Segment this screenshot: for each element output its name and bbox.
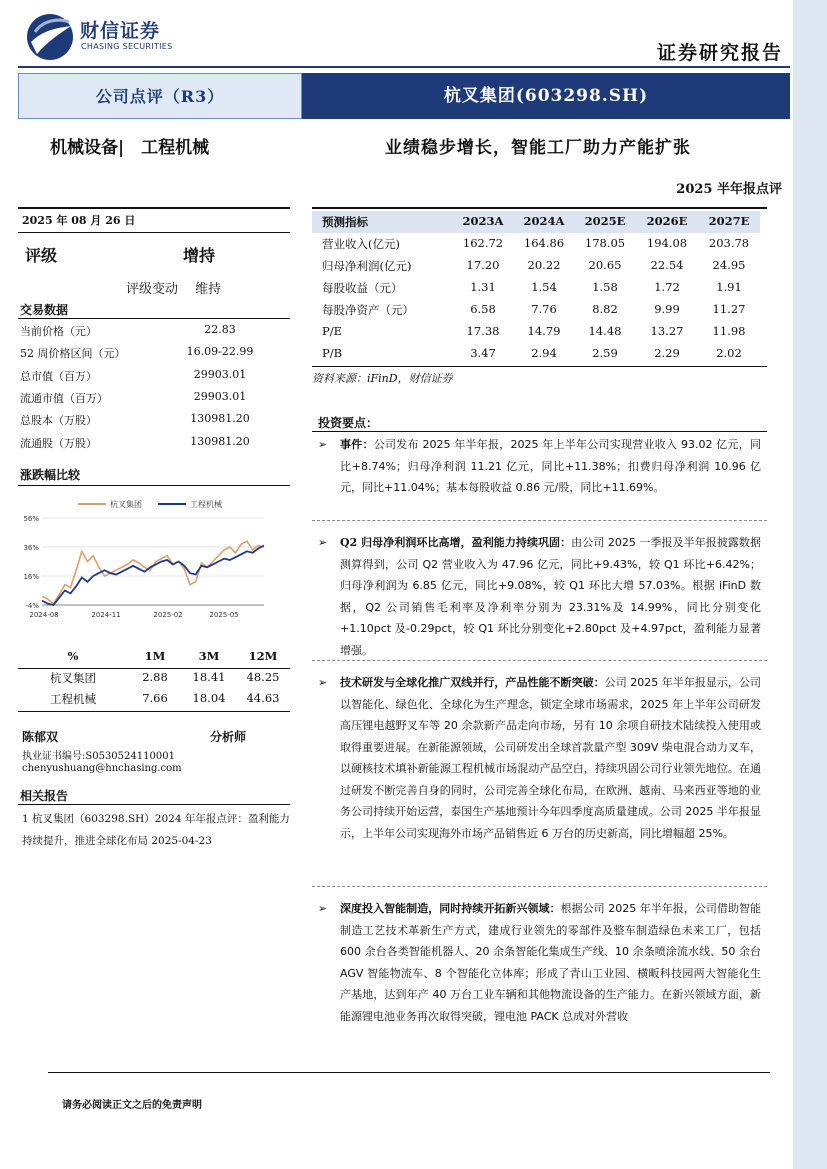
analyst-license: 执业证书编号:S0530524110001 — [22, 751, 175, 762]
trade-row — [20, 390, 290, 412]
performance-cell: 18.41 — [192, 670, 226, 684]
performance-cell: 44.63 — [246, 691, 280, 705]
forecast-cell: 164.86 — [523, 236, 565, 250]
category-bar: 公司点评（R3） — [18, 73, 302, 119]
forecast-cell: 1.58 — [592, 280, 618, 294]
arrow-bullet-icon: ➢ — [318, 676, 328, 689]
key-point — [318, 434, 761, 499]
divider — [18, 232, 290, 233]
key-point-lead: 深度投入智能制造，同时持续开拓新兴领域： — [340, 902, 561, 915]
key-point — [318, 672, 761, 844]
related-report-item[interactable]: 1 杭叉集团（603298.SH）2024 年年报点评：盈利能力持续提升，推进全球化布局 2025-04-23 — [22, 813, 290, 847]
analyst-name: 陈郁双 — [22, 730, 59, 744]
trade-row — [20, 412, 290, 434]
forecast-label: P/E — [322, 324, 343, 338]
forecast-row — [312, 233, 760, 255]
forecast-row — [312, 277, 760, 299]
report-type: 证券研究报告 — [656, 42, 783, 64]
arrow-bullet-icon: ➢ — [318, 902, 328, 915]
brand-name: 财信证券 — [80, 20, 161, 42]
trade-key: 流通市值（百万） — [20, 391, 108, 405]
performance-header-cell: 12M — [248, 649, 278, 663]
forecast-cell: 24.95 — [712, 258, 746, 272]
divider — [18, 318, 290, 319]
performance-header-row — [18, 647, 290, 668]
forecast-cell: 1.91 — [716, 280, 742, 294]
forecast-source: 资料来源：iFinD，财信证券 — [312, 372, 453, 385]
key-point-text — [340, 672, 761, 844]
trade-key: 流通股（万股） — [20, 436, 97, 450]
y-tick-label: 56% — [23, 515, 39, 523]
forecast-cell: 1.54 — [531, 280, 557, 294]
x-tick-label: 2025-02 — [153, 611, 183, 619]
divider — [312, 431, 767, 432]
trade-value: 29903.01 — [193, 367, 247, 381]
trade-value: 22.83 — [204, 323, 236, 336]
forecast-header-cell: 2024A — [523, 214, 565, 228]
trade-row — [20, 345, 290, 367]
trade-row — [20, 435, 290, 457]
chart-section-title: 涨跌幅比较 — [20, 468, 81, 482]
forecast-row — [312, 255, 760, 277]
forecast-cell: 8.82 — [592, 302, 618, 316]
key-point-text — [340, 434, 761, 499]
forecast-cell: 2.59 — [592, 346, 618, 360]
header-divider — [18, 66, 790, 68]
forecast-cell: 6.58 — [470, 302, 496, 316]
forecast-cell: 9.99 — [654, 302, 680, 316]
brand-english: CHASING SECURITIES — [81, 42, 173, 51]
divider — [18, 207, 290, 209]
forecast-cell: 20.22 — [527, 258, 561, 272]
forecast-cell: 11.27 — [712, 302, 746, 316]
performance-header-cell: 1M — [144, 649, 166, 663]
y-tick-label: 16% — [23, 573, 39, 581]
forecast-cell: 14.79 — [527, 324, 561, 338]
key-point-text — [340, 532, 761, 661]
forecast-header-cell: 预测指标 — [322, 215, 368, 229]
x-tick-label: 2024-08 — [29, 611, 59, 619]
performance-chart — [18, 492, 290, 624]
key-points-title: 投资要点： — [318, 416, 379, 430]
rating-label: 评级 — [25, 246, 58, 265]
key-point-body: 公司 2025 年半年报显示，公司以智能化、绿色化、全球化为生产理念，锁定全球市场需求，2025 年上半年公司研发高压锂电越野叉车等 20 余款新产品走向市场，另有 10 余项自研技术陆续投入使用或取得重要进展。在新能源领域，公司研发出全球首款量产型 309V 柴电混合动力叉车，以硬核技术填补新能源工程机械市场混动产品空白，持续巩固公司行业领先地位。在通过研发不断完善自身的同时，公司完善全球化布局，在欧洲、越南、马来西亚等地的业务公司持续开始运营，泰国生产基地预计今年四季度高质量建成。公司 2025 半年报显示，上半年公司实现海外市场产品销售近 6 万台的历史新高，同比增幅超 25%。 — [340, 676, 761, 840]
performance-cell: 杭叉集团 — [50, 671, 96, 685]
trade-data-title: 交易数据 — [20, 303, 69, 317]
key-point-text — [340, 898, 761, 1027]
trade-value: 16.09-22.99 — [186, 345, 254, 359]
arrow-bullet-icon: ➢ — [318, 438, 328, 451]
forecast-label: 每股收益（元） — [322, 281, 403, 295]
series-line — [42, 541, 264, 603]
forecast-cell: 22.54 — [650, 258, 684, 272]
forecast-cell: 194.08 — [646, 236, 688, 250]
forecast-header-row — [312, 211, 760, 233]
performance-row — [18, 689, 290, 710]
legend-label: 工程机械 — [190, 500, 222, 509]
forecast-cell: 3.47 — [470, 346, 496, 360]
key-point-body: 由公司 2025 一季报及半年报披露数据测算得到，公司 Q2 营业收入为 47.96 亿元，同比+9.43%，较 Q1 环比+6.42%；归母净利润为 6.85 亿元，同比+9.08%，较 Q1 环比大增 57.03%。根据 iFinD 数据，Q2 公司销售毛利率及净利率分别为 23.31%及 14.99%，同比分别变化+1.10pct 及-0.29pct，较 Q1 环比分别变化+2.80pct 及+4.97pct，盈利能力显著增强。 — [340, 536, 761, 657]
forecast-cell: 1.31 — [470, 280, 496, 294]
forecast-label: 归母净利润(亿元) — [322, 259, 412, 273]
key-point-lead: Q2 归母净利润环比高增，盈利能力持续巩固： — [340, 536, 572, 549]
divider — [18, 804, 290, 805]
performance-cell: 18.04 — [192, 691, 226, 705]
forecast-cell: 17.38 — [466, 324, 500, 338]
rating-change: 评级变动 维持 — [126, 282, 222, 297]
analyst-email[interactable]: chenyushuang@hnchasing.com — [22, 763, 182, 774]
dashed-divider — [312, 660, 767, 661]
related-reports-title: 相关报告 — [20, 789, 69, 803]
legend-label: 杭叉集团 — [110, 500, 142, 509]
trade-key: 总市值（百万） — [20, 369, 97, 383]
key-point — [318, 898, 761, 1027]
forecast-cell: 162.72 — [462, 236, 504, 250]
key-point-body: 根据公司 2025 年半年报，公司借助智能制造工艺技术革新生产方式，建成行业领先的零部件及整车制造绿色未来工厂，包括 600 余台各类智能机器人、20 余条智能化集成生产线、10 余条喷涂流水线、50 余台 AGV 智能物流车、8 个智能化立体库；形成了青山工业园、横畈科技园两大智能化生产基地，达到年产 40 万台工业车辆和其他物流设备的生产能力。在新兴领域方面，新能源锂电池业务再次取得突破，锂电池 PACK 总成对外营收 — [340, 902, 761, 1023]
key-point-lead: 事件： — [340, 438, 374, 451]
forecast-cell: 2.29 — [654, 346, 680, 360]
dashed-divider — [312, 520, 767, 521]
forecast-label: P/B — [322, 346, 343, 360]
trade-row — [20, 323, 290, 345]
trade-key: 当前价格（元） — [20, 325, 97, 338]
forecast-cell: 13.27 — [650, 324, 684, 338]
dashed-divider — [312, 886, 767, 887]
side-strip — [793, 0, 827, 1169]
company-bar: 杭叉集团(603298.SH) — [302, 73, 790, 119]
performance-cell: 工程机械 — [50, 692, 96, 706]
forecast-header-cell: 2027E — [708, 214, 750, 228]
forecast-cell: 2.02 — [716, 346, 742, 360]
trade-value: 29903.01 — [193, 389, 247, 403]
report-date: 2025 年 08 月 26 日 — [22, 214, 136, 227]
y-tick-label: -4% — [25, 602, 39, 610]
divider — [312, 366, 767, 367]
key-point — [318, 532, 761, 661]
forecast-cell: 20.65 — [588, 258, 622, 272]
footer-divider — [48, 1072, 770, 1073]
forecast-header-cell: 2025E — [584, 214, 626, 228]
key-point-body: 公司发布 2025 年半年报，2025 年上半年公司实现营业收入 93.02 亿元，同比+8.74%；归母净利润 11.21 亿元，同比+11.38%；扣费归母净利润 10.96 亿元，同比+11.04%；基本每股收益 0.86 元/股，同比+11.69%。 — [340, 438, 762, 494]
key-point-lead: 技术研发与全球化推广双线并行，产品性能不断突破： — [340, 676, 605, 689]
industry-label: 机械设备| 工程机械 — [50, 138, 210, 158]
disclaimer-note[interactable]: 请务必阅读正文之后的免责声明 — [62, 1100, 202, 1111]
forecast-header-cell: 2023A — [462, 214, 504, 228]
performance-cell: 48.25 — [246, 670, 280, 684]
divider — [18, 711, 290, 712]
x-tick-label: 2025-05 — [209, 611, 239, 619]
forecast-header-cell: 2026E — [646, 214, 688, 228]
forecast-cell: 17.20 — [466, 258, 500, 272]
performance-cell: 7.66 — [142, 691, 168, 705]
report-subtitle: 2025 半年报点评 — [676, 182, 782, 197]
forecast-cell: 203.78 — [708, 236, 750, 250]
x-tick-label: 2024-11 — [91, 611, 121, 619]
trade-value: 130981.20 — [190, 412, 250, 426]
forecast-row — [312, 343, 760, 365]
forecast-table — [312, 211, 760, 365]
trade-key: 52 周价格区间（元） — [20, 347, 126, 361]
headline: 业绩稳步增长，智能工厂助力产能扩张 — [385, 138, 691, 158]
trade-row — [20, 368, 290, 390]
trade-key: 总股本（万股） — [20, 414, 97, 428]
analyst-role: 分析师 — [210, 730, 247, 744]
forecast-label: 每股净资产（元） — [322, 303, 414, 317]
trade-value: 130981.20 — [190, 434, 250, 448]
performance-header-cell: % — [67, 649, 79, 663]
forecast-label: 营业收入(亿元) — [322, 237, 400, 251]
divider — [18, 485, 290, 486]
forecast-cell: 2.94 — [531, 346, 557, 360]
rating-value: 增持 — [183, 246, 216, 265]
y-tick-label: 36% — [23, 544, 39, 552]
forecast-row — [312, 299, 760, 321]
performance-cell: 2.88 — [142, 670, 168, 684]
forecast-cell: 178.05 — [584, 236, 626, 250]
divider — [312, 207, 767, 209]
forecast-cell: 11.98 — [712, 324, 746, 338]
forecast-cell: 1.72 — [654, 280, 680, 294]
performance-table — [18, 647, 290, 710]
forecast-cell: 7.76 — [531, 302, 557, 316]
arrow-bullet-icon: ➢ — [318, 536, 328, 549]
forecast-cell: 14.48 — [588, 324, 622, 338]
forecast-row — [312, 321, 760, 343]
performance-header-cell: 3M — [198, 649, 220, 663]
performance-row — [18, 668, 290, 689]
